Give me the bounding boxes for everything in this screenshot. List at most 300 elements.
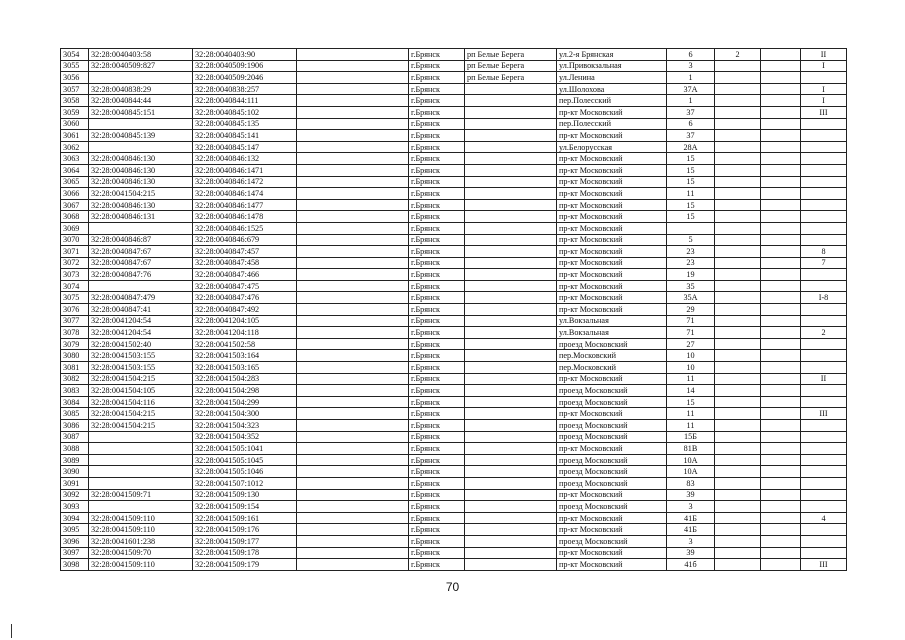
object-name-cell	[297, 431, 409, 443]
city-cell: г.Брянск	[409, 477, 465, 489]
settlement-cell	[465, 211, 557, 223]
row-number-cell: 3070	[61, 234, 89, 246]
city-cell: г.Брянск	[409, 130, 465, 142]
house-number-cell: 15	[667, 211, 715, 223]
structure-number-cell	[761, 512, 801, 524]
building-cadastral-number-cell: 32:28:0041509:177	[193, 535, 297, 547]
land-cadastral-number-cell: 32:28:0040846:130	[89, 153, 193, 165]
house-number-cell: 15	[667, 176, 715, 188]
city-cell: г.Брянск	[409, 385, 465, 397]
building-number-cell	[715, 222, 761, 234]
table-row	[61, 164, 847, 176]
house-number-cell: 23	[667, 257, 715, 269]
apartment-number-cell: 8	[801, 246, 847, 258]
street-cell: пер.Московский	[557, 362, 667, 374]
city-cell: г.Брянск	[409, 269, 465, 281]
apartment-number-cell	[801, 477, 847, 489]
building-cadastral-number-cell: 32:28:0040847:492	[193, 304, 297, 316]
building-cadastral-number-cell: 32:28:0040846:1474	[193, 188, 297, 200]
street-cell: пр-кт Московский	[557, 257, 667, 269]
building-cadastral-number-cell: 32:28:0041504:299	[193, 396, 297, 408]
building-number-cell	[715, 164, 761, 176]
table-row	[61, 211, 847, 223]
object-name-cell	[297, 373, 409, 385]
land-cadastral-number-cell	[89, 222, 193, 234]
table-row	[61, 512, 847, 524]
street-cell: пр-кт Московский	[557, 199, 667, 211]
structure-number-cell	[761, 327, 801, 339]
table-row	[61, 489, 847, 501]
table-row	[61, 420, 847, 432]
settlement-cell	[465, 350, 557, 362]
structure-number-cell	[761, 118, 801, 130]
row-number-cell: 3089	[61, 454, 89, 466]
structure-number-cell	[761, 188, 801, 200]
table-row	[61, 269, 847, 281]
apartment-number-cell	[801, 304, 847, 316]
building-cadastral-number-cell: 32:28:0040403:90	[193, 49, 297, 61]
table-row	[61, 292, 847, 304]
house-number-cell: 10	[667, 362, 715, 374]
structure-number-cell	[761, 49, 801, 61]
city-cell: г.Брянск	[409, 280, 465, 292]
building-cadastral-number-cell: 32:28:0041509:178	[193, 547, 297, 559]
house-number-cell: 15Б	[667, 431, 715, 443]
building-cadastral-number-cell: 32:28:0041505:1045	[193, 454, 297, 466]
building-cadastral-number-cell: 32:28:0041204:105	[193, 315, 297, 327]
land-cadastral-number-cell: 32:28:0040847:67	[89, 246, 193, 258]
structure-number-cell	[761, 489, 801, 501]
building-cadastral-number-cell: 32:28:0040846:1471	[193, 164, 297, 176]
table-row	[61, 373, 847, 385]
building-number-cell	[715, 559, 761, 571]
city-cell: г.Брянск	[409, 535, 465, 547]
street-cell: пр-кт Московский	[557, 443, 667, 455]
city-cell: г.Брянск	[409, 304, 465, 316]
object-name-cell	[297, 304, 409, 316]
object-name-cell	[297, 95, 409, 107]
structure-number-cell	[761, 199, 801, 211]
street-cell: пр-кт Московский	[557, 222, 667, 234]
settlement-cell	[465, 292, 557, 304]
building-number-cell	[715, 60, 761, 72]
land-cadastral-number-cell: 32:28:0040847:67	[89, 257, 193, 269]
register-table-body	[61, 49, 847, 571]
settlement-cell	[465, 535, 557, 547]
house-number-cell: 1	[667, 95, 715, 107]
building-number-cell	[715, 234, 761, 246]
building-cadastral-number-cell: 32:28:0040509:2046	[193, 72, 297, 84]
row-number-cell: 3069	[61, 222, 89, 234]
row-number-cell: 3097	[61, 547, 89, 559]
table-row	[61, 396, 847, 408]
land-cadastral-number-cell: 32:28:0040845:139	[89, 130, 193, 142]
street-cell: проезд Московский	[557, 454, 667, 466]
house-number-cell: 11	[667, 188, 715, 200]
building-number-cell	[715, 72, 761, 84]
object-name-cell	[297, 477, 409, 489]
land-cadastral-number-cell: 32:28:0040509:827	[89, 60, 193, 72]
row-number-cell: 3084	[61, 396, 89, 408]
house-number-cell: 10А	[667, 454, 715, 466]
row-number-cell: 3091	[61, 477, 89, 489]
city-cell: г.Брянск	[409, 222, 465, 234]
land-cadastral-number-cell: 32:28:0041502:40	[89, 338, 193, 350]
building-cadastral-number-cell: 32:28:0041509:154	[193, 501, 297, 513]
house-number-cell: 37	[667, 106, 715, 118]
city-cell: г.Брянск	[409, 188, 465, 200]
city-cell: г.Брянск	[409, 49, 465, 61]
table-row	[61, 547, 847, 559]
building-number-cell	[715, 535, 761, 547]
house-number-cell: 10	[667, 350, 715, 362]
house-number-cell: 15	[667, 396, 715, 408]
street-cell: пр-кт Московский	[557, 512, 667, 524]
table-row	[61, 106, 847, 118]
city-cell: г.Брянск	[409, 373, 465, 385]
building-cadastral-number-cell: 32:28:0040845:102	[193, 106, 297, 118]
city-cell: г.Брянск	[409, 420, 465, 432]
apartment-number-cell	[801, 269, 847, 281]
street-cell: ул.Ленина	[557, 72, 667, 84]
building-cadastral-number-cell: 32:28:0041507:1012	[193, 477, 297, 489]
row-number-cell: 3068	[61, 211, 89, 223]
margin-mark	[11, 624, 12, 638]
city-cell: г.Брянск	[409, 338, 465, 350]
settlement-cell	[465, 547, 557, 559]
settlement-cell	[465, 83, 557, 95]
structure-number-cell	[761, 211, 801, 223]
building-cadastral-number-cell: 32:28:0040846:132	[193, 153, 297, 165]
table-row	[61, 280, 847, 292]
city-cell: г.Брянск	[409, 199, 465, 211]
object-name-cell	[297, 454, 409, 466]
building-cadastral-number-cell: 32:28:0040846:1472	[193, 176, 297, 188]
apartment-number-cell: I-8	[801, 292, 847, 304]
settlement-cell	[465, 304, 557, 316]
table-row	[61, 524, 847, 536]
house-number-cell	[667, 222, 715, 234]
structure-number-cell	[761, 222, 801, 234]
land-cadastral-number-cell: 32:28:0041509:110	[89, 559, 193, 571]
city-cell: г.Брянск	[409, 118, 465, 130]
building-cadastral-number-cell: 32:28:0040838:257	[193, 83, 297, 95]
city-cell: г.Брянск	[409, 292, 465, 304]
city-cell: г.Брянск	[409, 350, 465, 362]
table-row	[61, 385, 847, 397]
structure-number-cell	[761, 280, 801, 292]
structure-number-cell	[761, 535, 801, 547]
row-number-cell: 3075	[61, 292, 89, 304]
structure-number-cell	[761, 141, 801, 153]
settlement-cell	[465, 524, 557, 536]
building-number-cell	[715, 118, 761, 130]
table-row	[61, 153, 847, 165]
table-row	[61, 72, 847, 84]
building-number-cell	[715, 454, 761, 466]
street-cell: пр-кт Московский	[557, 489, 667, 501]
table-row	[61, 408, 847, 420]
house-number-cell: 37	[667, 130, 715, 142]
house-number-cell: 3	[667, 60, 715, 72]
city-cell: г.Брянск	[409, 362, 465, 374]
object-name-cell	[297, 466, 409, 478]
object-name-cell	[297, 49, 409, 61]
structure-number-cell	[761, 72, 801, 84]
structure-number-cell	[761, 443, 801, 455]
apartment-number-cell	[801, 443, 847, 455]
land-cadastral-number-cell: 32:28:0041504:215	[89, 188, 193, 200]
street-cell: пр-кт Московский	[557, 292, 667, 304]
house-number-cell: 6	[667, 49, 715, 61]
apartment-number-cell: 7	[801, 257, 847, 269]
apartment-number-cell: II	[801, 49, 847, 61]
settlement-cell	[465, 269, 557, 281]
building-number-cell	[715, 257, 761, 269]
street-cell: пр-кт Московский	[557, 547, 667, 559]
apartment-number-cell	[801, 222, 847, 234]
structure-number-cell	[761, 350, 801, 362]
building-cadastral-number-cell: 32:28:0041504:352	[193, 431, 297, 443]
apartment-number-cell	[801, 280, 847, 292]
row-number-cell: 3095	[61, 524, 89, 536]
land-cadastral-number-cell: 32:28:0040844:44	[89, 95, 193, 107]
table-row	[61, 141, 847, 153]
building-cadastral-number-cell: 32:28:0041505:1046	[193, 466, 297, 478]
house-number-cell: 3	[667, 535, 715, 547]
row-number-cell: 3058	[61, 95, 89, 107]
building-cadastral-number-cell: 32:28:0040846:1525	[193, 222, 297, 234]
land-cadastral-number-cell: 32:28:0040847:41	[89, 304, 193, 316]
building-number-cell	[715, 547, 761, 559]
structure-number-cell	[761, 477, 801, 489]
city-cell: г.Брянск	[409, 257, 465, 269]
settlement-cell	[465, 466, 557, 478]
apartment-number-cell: III	[801, 408, 847, 420]
structure-number-cell	[761, 234, 801, 246]
building-number-cell	[715, 304, 761, 316]
street-cell: пр-кт Московский	[557, 234, 667, 246]
object-name-cell	[297, 188, 409, 200]
settlement-cell	[465, 234, 557, 246]
table-row	[61, 443, 847, 455]
building-number-cell	[715, 431, 761, 443]
land-cadastral-number-cell	[89, 466, 193, 478]
row-number-cell: 3074	[61, 280, 89, 292]
land-cadastral-number-cell: 32:28:0041504:105	[89, 385, 193, 397]
apartment-number-cell: III	[801, 559, 847, 571]
street-cell: пр-кт Московский	[557, 211, 667, 223]
house-number-cell: 5	[667, 234, 715, 246]
object-name-cell	[297, 524, 409, 536]
building-cadastral-number-cell: 32:28:0041503:165	[193, 362, 297, 374]
table-row	[61, 60, 847, 72]
land-cadastral-number-cell	[89, 431, 193, 443]
building-cadastral-number-cell: 32:28:0040847:476	[193, 292, 297, 304]
row-number-cell: 3055	[61, 60, 89, 72]
city-cell: г.Брянск	[409, 512, 465, 524]
object-name-cell	[297, 199, 409, 211]
land-cadastral-number-cell: 32:28:0040838:29	[89, 83, 193, 95]
city-cell: г.Брянск	[409, 327, 465, 339]
row-number-cell: 3054	[61, 49, 89, 61]
table-row	[61, 315, 847, 327]
building-cadastral-number-cell: 32:28:0041505:1041	[193, 443, 297, 455]
row-number-cell: 3066	[61, 188, 89, 200]
structure-number-cell	[761, 338, 801, 350]
table-row	[61, 95, 847, 107]
apartment-number-cell	[801, 350, 847, 362]
structure-number-cell	[761, 176, 801, 188]
land-cadastral-number-cell: 32:28:0041504:215	[89, 408, 193, 420]
house-number-cell: 14	[667, 385, 715, 397]
street-cell: пр-кт Московский	[557, 130, 667, 142]
settlement-cell	[465, 280, 557, 292]
structure-number-cell	[761, 164, 801, 176]
building-number-cell	[715, 246, 761, 258]
house-number-cell: 41Б	[667, 512, 715, 524]
building-number-cell	[715, 362, 761, 374]
table-row	[61, 246, 847, 258]
settlement-cell	[465, 222, 557, 234]
city-cell: г.Брянск	[409, 454, 465, 466]
object-name-cell	[297, 535, 409, 547]
city-cell: г.Брянск	[409, 211, 465, 223]
land-cadastral-number-cell: 32:28:0041503:155	[89, 362, 193, 374]
apartment-number-cell	[801, 501, 847, 513]
structure-number-cell	[761, 83, 801, 95]
city-cell: г.Брянск	[409, 524, 465, 536]
apartment-number-cell	[801, 188, 847, 200]
table-row	[61, 130, 847, 142]
street-cell: ул.2-я Брянская	[557, 49, 667, 61]
object-name-cell	[297, 547, 409, 559]
apartment-number-cell: I	[801, 83, 847, 95]
building-number-cell	[715, 420, 761, 432]
building-number-cell	[715, 489, 761, 501]
table-row	[61, 362, 847, 374]
street-cell: пер.Полесский	[557, 95, 667, 107]
table-row	[61, 222, 847, 234]
row-number-cell: 3057	[61, 83, 89, 95]
building-cadastral-number-cell: 32:28:0041504:323	[193, 420, 297, 432]
table-row	[61, 454, 847, 466]
row-number-cell: 3063	[61, 153, 89, 165]
building-number-cell	[715, 153, 761, 165]
apartment-number-cell	[801, 396, 847, 408]
settlement-cell	[465, 454, 557, 466]
street-cell: ул.Вокзальная	[557, 315, 667, 327]
settlement-cell	[465, 385, 557, 397]
building-cadastral-number-cell: 32:28:0041509:161	[193, 512, 297, 524]
structure-number-cell	[761, 559, 801, 571]
object-name-cell	[297, 72, 409, 84]
building-cadastral-number-cell: 32:28:0040847:457	[193, 246, 297, 258]
object-name-cell	[297, 408, 409, 420]
street-cell: пр-кт Московский	[557, 559, 667, 571]
building-cadastral-number-cell: 32:28:0040846:1478	[193, 211, 297, 223]
settlement-cell	[465, 408, 557, 420]
city-cell: г.Брянск	[409, 141, 465, 153]
row-number-cell: 3076	[61, 304, 89, 316]
structure-number-cell	[761, 408, 801, 420]
street-cell: проезд Московский	[557, 466, 667, 478]
building-number-cell	[715, 477, 761, 489]
street-cell: пр-кт Московский	[557, 153, 667, 165]
apartment-number-cell	[801, 338, 847, 350]
structure-number-cell	[761, 130, 801, 142]
building-cadastral-number-cell: 32:28:0040846:679	[193, 234, 297, 246]
table-row	[61, 234, 847, 246]
table-row	[61, 477, 847, 489]
city-cell: г.Брянск	[409, 501, 465, 513]
street-cell: ул.Привокзальная	[557, 60, 667, 72]
city-cell: г.Брянск	[409, 95, 465, 107]
page-number: 70	[445, 580, 460, 594]
street-cell: проезд Московский	[557, 501, 667, 513]
table-row	[61, 118, 847, 130]
building-cadastral-number-cell: 32:28:0040847:475	[193, 280, 297, 292]
apartment-number-cell: III	[801, 106, 847, 118]
street-cell: пр-кт Московский	[557, 280, 667, 292]
object-name-cell	[297, 350, 409, 362]
object-name-cell	[297, 211, 409, 223]
land-cadastral-number-cell: 32:28:0041509:110	[89, 512, 193, 524]
apartment-number-cell	[801, 535, 847, 547]
row-number-cell: 3096	[61, 535, 89, 547]
building-number-cell	[715, 106, 761, 118]
row-number-cell: 3082	[61, 373, 89, 385]
land-cadastral-number-cell: 32:28:0041509:70	[89, 547, 193, 559]
row-number-cell: 3080	[61, 350, 89, 362]
row-number-cell: 3059	[61, 106, 89, 118]
building-number-cell	[715, 373, 761, 385]
land-cadastral-number-cell: 32:28:0040846:130	[89, 164, 193, 176]
building-number-cell	[715, 280, 761, 292]
structure-number-cell	[761, 373, 801, 385]
table-row	[61, 535, 847, 547]
row-number-cell: 3079	[61, 338, 89, 350]
apartment-number-cell	[801, 385, 847, 397]
street-cell: проезд Московский	[557, 431, 667, 443]
structure-number-cell	[761, 315, 801, 327]
structure-number-cell	[761, 60, 801, 72]
building-number-cell	[715, 466, 761, 478]
building-cadastral-number-cell: 32:28:0040509:1906	[193, 60, 297, 72]
house-number-cell: 1	[667, 72, 715, 84]
structure-number-cell	[761, 466, 801, 478]
object-name-cell	[297, 420, 409, 432]
row-number-cell: 3073	[61, 269, 89, 281]
row-number-cell: 3078	[61, 327, 89, 339]
house-number-cell: 35А	[667, 292, 715, 304]
table-row	[61, 199, 847, 211]
apartment-number-cell	[801, 524, 847, 536]
house-number-cell: 11	[667, 408, 715, 420]
settlement-cell: рп Белые Берега	[465, 49, 557, 61]
house-number-cell: 81В	[667, 443, 715, 455]
city-cell: г.Брянск	[409, 106, 465, 118]
city-cell: г.Брянск	[409, 466, 465, 478]
apartment-number-cell	[801, 466, 847, 478]
object-name-cell	[297, 292, 409, 304]
structure-number-cell	[761, 396, 801, 408]
apartment-number-cell	[801, 199, 847, 211]
object-name-cell	[297, 164, 409, 176]
object-name-cell	[297, 512, 409, 524]
house-number-cell: 41б	[667, 559, 715, 571]
house-number-cell: 27	[667, 338, 715, 350]
